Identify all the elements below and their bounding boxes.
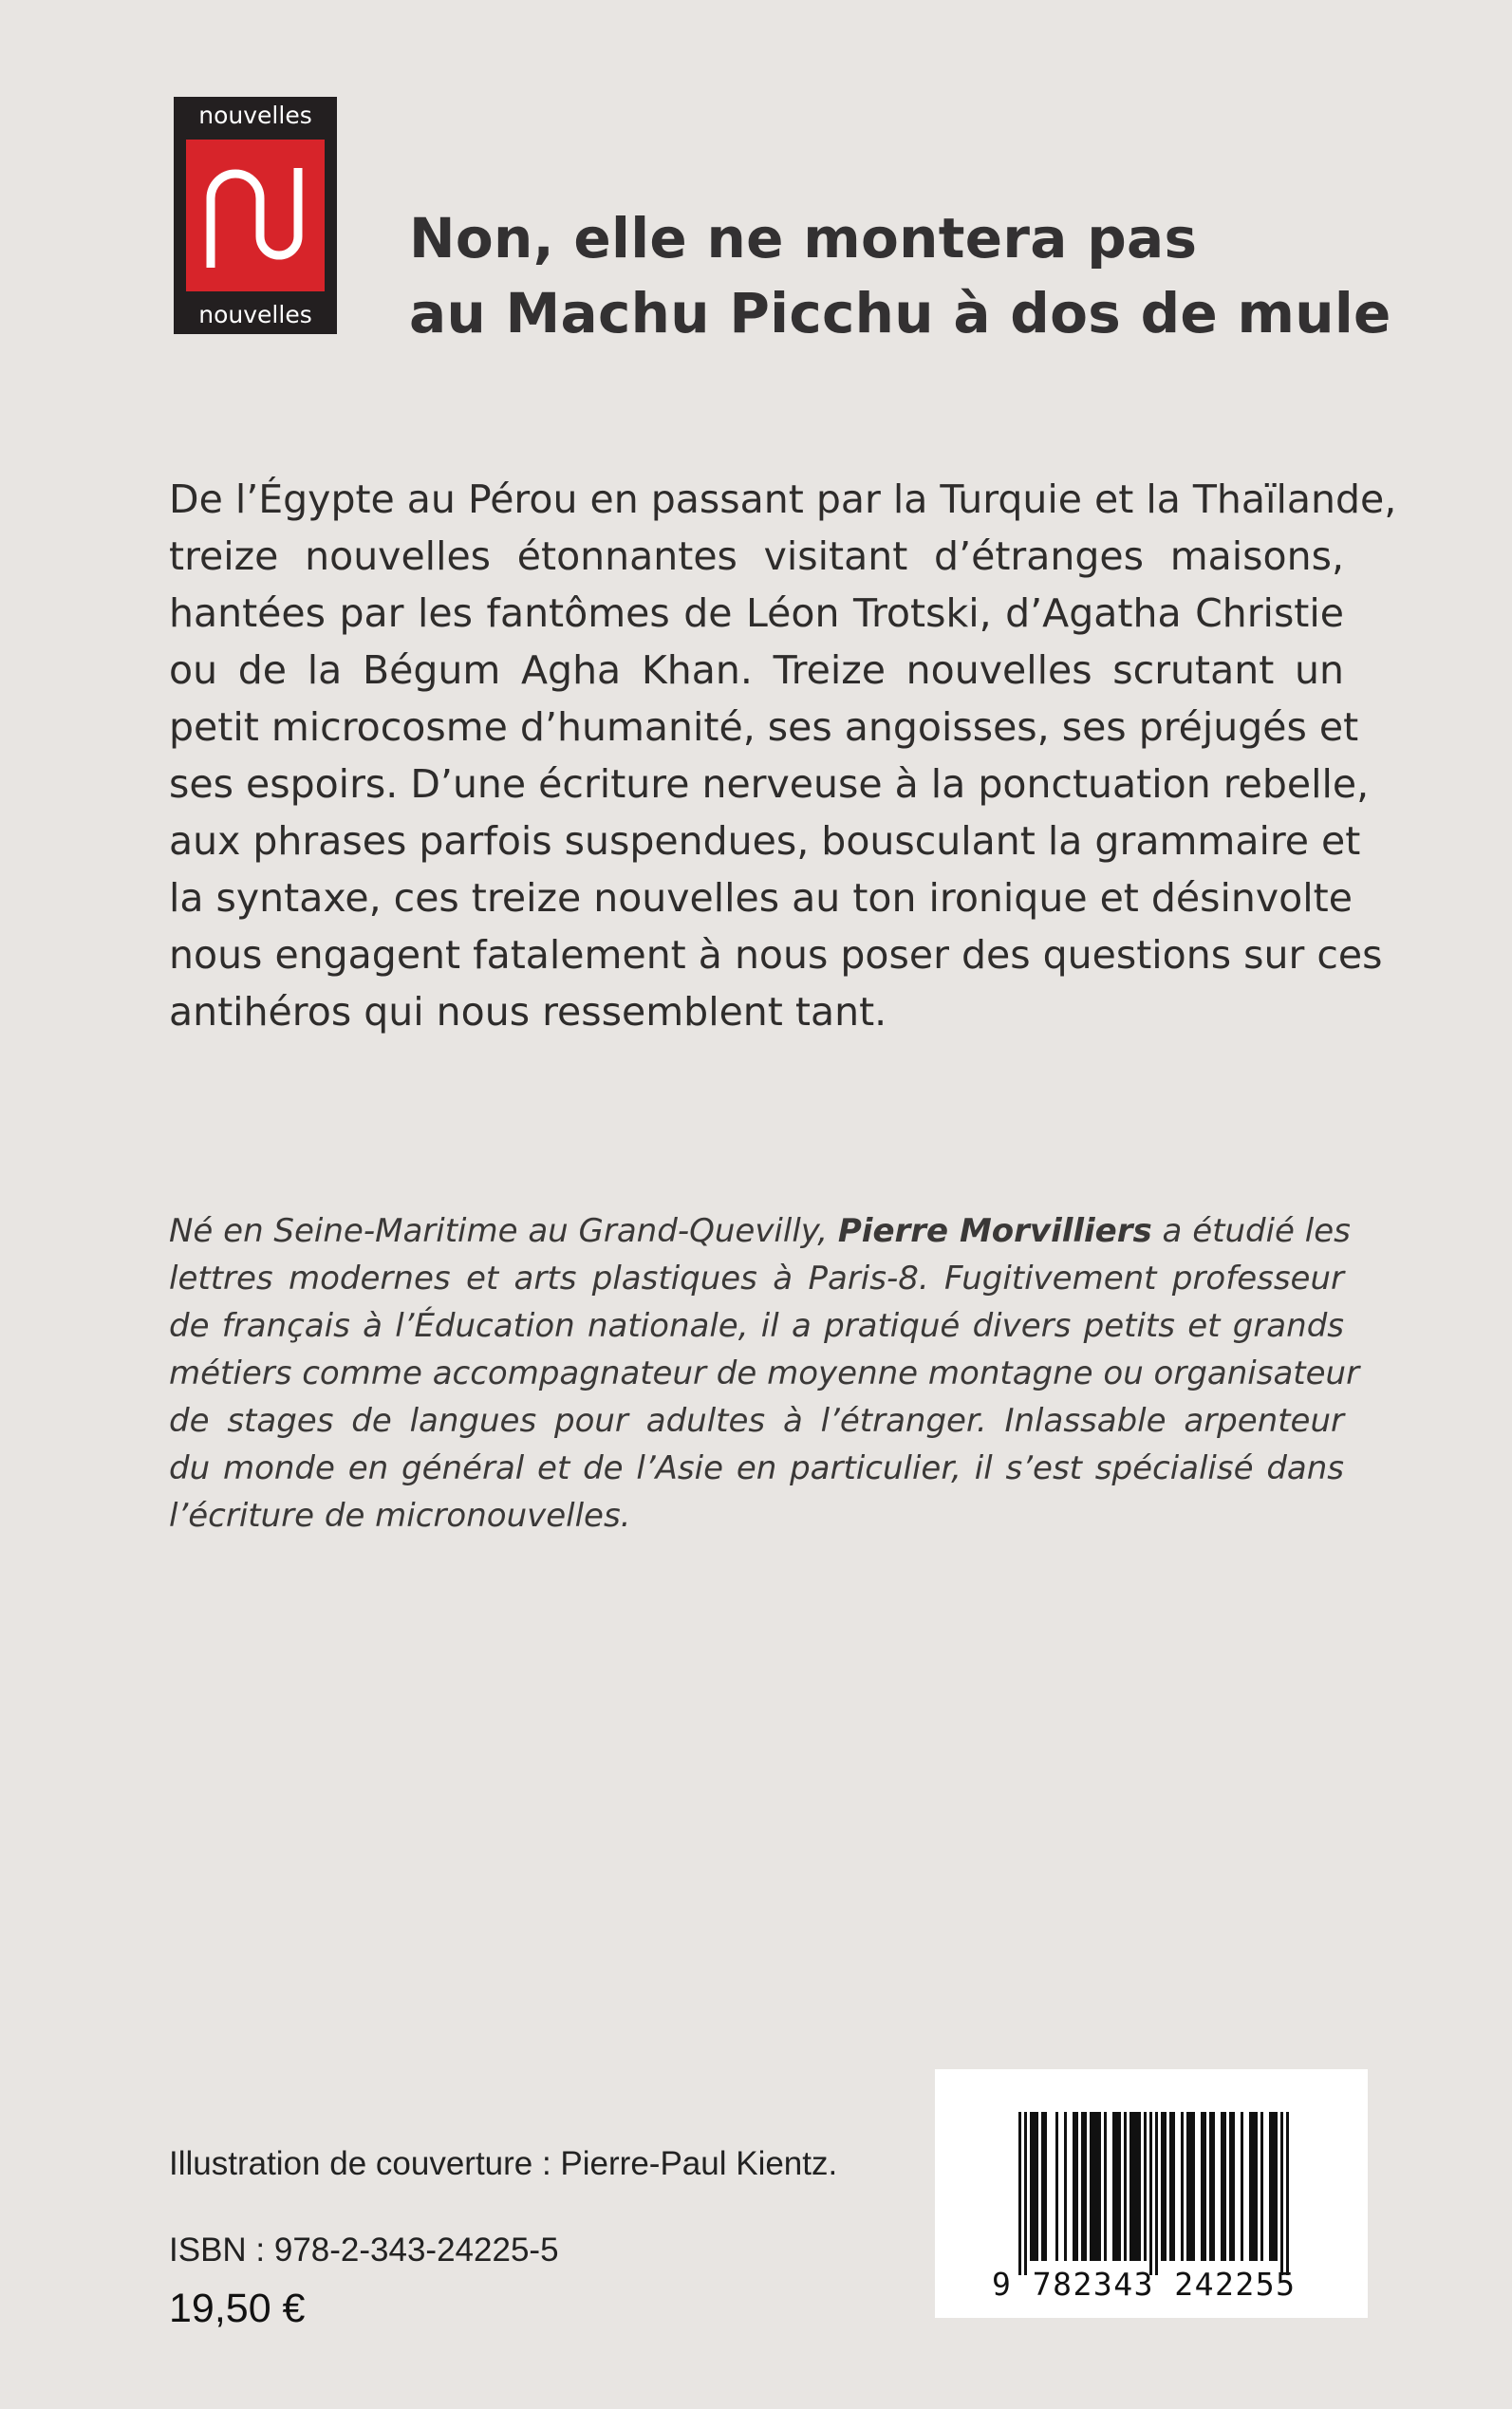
- barcode-bar: [1172, 2112, 1175, 2261]
- barcode-bar: [1164, 2112, 1167, 2261]
- isbn: ISBN : 978-2-343-24225-5: [169, 2232, 559, 2269]
- summary-line: ou de la Bégum Agha Khan. Treize nouvelles scrutant un: [169, 647, 1344, 693]
- barcode-bar: [1095, 2112, 1098, 2261]
- barcode-bar: [1192, 2112, 1195, 2261]
- barcode-bar: [1161, 2112, 1164, 2261]
- barcode-bar: [1229, 2112, 1232, 2261]
- author-name: Pierre Morvilliers: [837, 1212, 1152, 1250]
- barcode-bar: [1155, 2112, 1158, 2275]
- bio-line: du monde en général et de l’Asie en particulier, il s’est spécialisé dans: [169, 1449, 1344, 1487]
- bio-intro-end: a étudié les: [1151, 1212, 1351, 1250]
- book-summary: [169, 471, 1397, 1040]
- barcode-bar: [1064, 2112, 1067, 2261]
- barcode-bar: [1204, 2112, 1206, 2261]
- summary-line: De l’Égypte au Pérou en passant par la Turquie et la Thaïlande,: [169, 476, 1397, 522]
- barcode-bar: [1132, 2112, 1135, 2261]
- summary-line: antihéros qui nous ressemblent tant.: [169, 989, 887, 1035]
- bio-intro: Né en Seine-Maritime au Grand-Quevilly,: [169, 1212, 838, 1250]
- barcode-bar: [1075, 2112, 1078, 2261]
- barcode-bar: [1280, 2112, 1283, 2275]
- barcode-digits: 9 782343 242255: [992, 2266, 1297, 2303]
- barcode-bar: [1104, 2112, 1107, 2261]
- barcode-bar: [1018, 2112, 1021, 2275]
- summary-line: hantées par les fantômes de Léon Trotski, d’Agatha Christie: [169, 590, 1344, 636]
- summary-line: petit microcosme d’humanité, ses angoisses, ses préjugés et: [169, 704, 1359, 750]
- book-title: [409, 201, 1391, 351]
- barcode-bar: [1041, 2112, 1044, 2261]
- barcode-bar: [1181, 2112, 1184, 2261]
- barcode-bar: [1118, 2112, 1121, 2261]
- barcode-bar: [1249, 2112, 1252, 2261]
- logo-bottom-label: nouvelles: [198, 301, 312, 328]
- logo-top-label: nouvelles: [198, 102, 312, 129]
- barcode-bar: [1189, 2112, 1192, 2261]
- barcode-bar: [1129, 2112, 1132, 2261]
- barcode-bar: [1149, 2112, 1152, 2275]
- cover-illustration-credit: Illustration de couverture : Pierre-Paul Kientz.: [169, 2145, 838, 2182]
- bio-line: de français à l’Éducation nationale, il a pratiqué divers petits et grands: [169, 1307, 1344, 1345]
- author-bio: [169, 1207, 1360, 1540]
- barcode-bar: [1186, 2112, 1189, 2261]
- barcode-bar: [1212, 2112, 1215, 2261]
- publisher-logo: [174, 97, 337, 334]
- bio-line: lettres modernes et arts plastiques à Paris-8. Fugitivement professeur: [169, 1260, 1344, 1298]
- barcode-bar: [1260, 2112, 1263, 2261]
- summary-line: aux phrases parfois suspendues, bousculant la grammaire et: [169, 818, 1361, 864]
- barcode-bar: [1232, 2112, 1235, 2261]
- barcode-bar: [1084, 2112, 1087, 2261]
- barcode-bar: [1090, 2112, 1092, 2261]
- bio-line: métiers comme accompagnateur de moyenne montagne ou organisateur: [169, 1354, 1360, 1392]
- barcode-bar: [1286, 2112, 1289, 2275]
- summary-line: treize nouvelles étonnantes visitant d’étranges maisons,: [169, 533, 1344, 579]
- barcode-bar: [1036, 2112, 1038, 2261]
- logo-red-panel: [186, 140, 325, 291]
- barcode-bar: [1138, 2112, 1141, 2261]
- title-line-2: au Machu Picchu à dos de mule: [409, 281, 1391, 345]
- barcode-bar: [1092, 2112, 1095, 2261]
- barcode-bar: [1030, 2112, 1033, 2261]
- barcode-bar: [1112, 2112, 1115, 2261]
- barcode-bar: [1115, 2112, 1118, 2261]
- barcode-bar: [1223, 2112, 1226, 2261]
- barcode-bar: [1081, 2112, 1084, 2261]
- barcode-bar: [1144, 2112, 1147, 2261]
- barcode-bar: [1033, 2112, 1036, 2261]
- barcode-bar: [1272, 2112, 1275, 2261]
- barcode-bar: [1073, 2112, 1075, 2261]
- barcode: [935, 2069, 1368, 2318]
- nu-logo-icon: [186, 140, 325, 291]
- barcode-bar: [1255, 2112, 1258, 2261]
- barcode-bar: [1044, 2112, 1047, 2261]
- title-line-1: Non, elle ne montera pas: [409, 206, 1198, 271]
- barcode-bar: [1275, 2112, 1278, 2261]
- barcode-bar: [1221, 2112, 1223, 2261]
- bio-line: l’écriture de micronouvelles.: [169, 1497, 631, 1535]
- barcode-bar: [1209, 2112, 1212, 2261]
- barcode-bar: [1135, 2112, 1138, 2261]
- barcode-bar: [1201, 2112, 1204, 2261]
- price: 19,50 €: [169, 2286, 306, 2331]
- summary-line: ses espoirs. D’une écriture nerveuse à la ponctuation rebelle,: [169, 761, 1370, 807]
- barcode-bar: [1124, 2112, 1127, 2261]
- bio-line: de stages de langues pour adultes à l’étranger. Inlassable arpenteur: [169, 1402, 1344, 1440]
- barcode-bar: [1241, 2112, 1243, 2261]
- summary-line: la syntaxe, ces treize nouvelles au ton ironique et désinvolte: [169, 875, 1353, 921]
- barcode-bar: [1055, 2112, 1058, 2261]
- barcode-bar: [1252, 2112, 1255, 2261]
- bio-line: [169, 1207, 1351, 1255]
- summary-line: nous engagent fatalement à nous poser des questions sur ces: [169, 932, 1383, 978]
- barcode-bar: [1098, 2112, 1101, 2261]
- barcode-bar: [1269, 2112, 1272, 2261]
- barcode-bar: [1024, 2112, 1027, 2275]
- barcode-bar: [1169, 2112, 1172, 2261]
